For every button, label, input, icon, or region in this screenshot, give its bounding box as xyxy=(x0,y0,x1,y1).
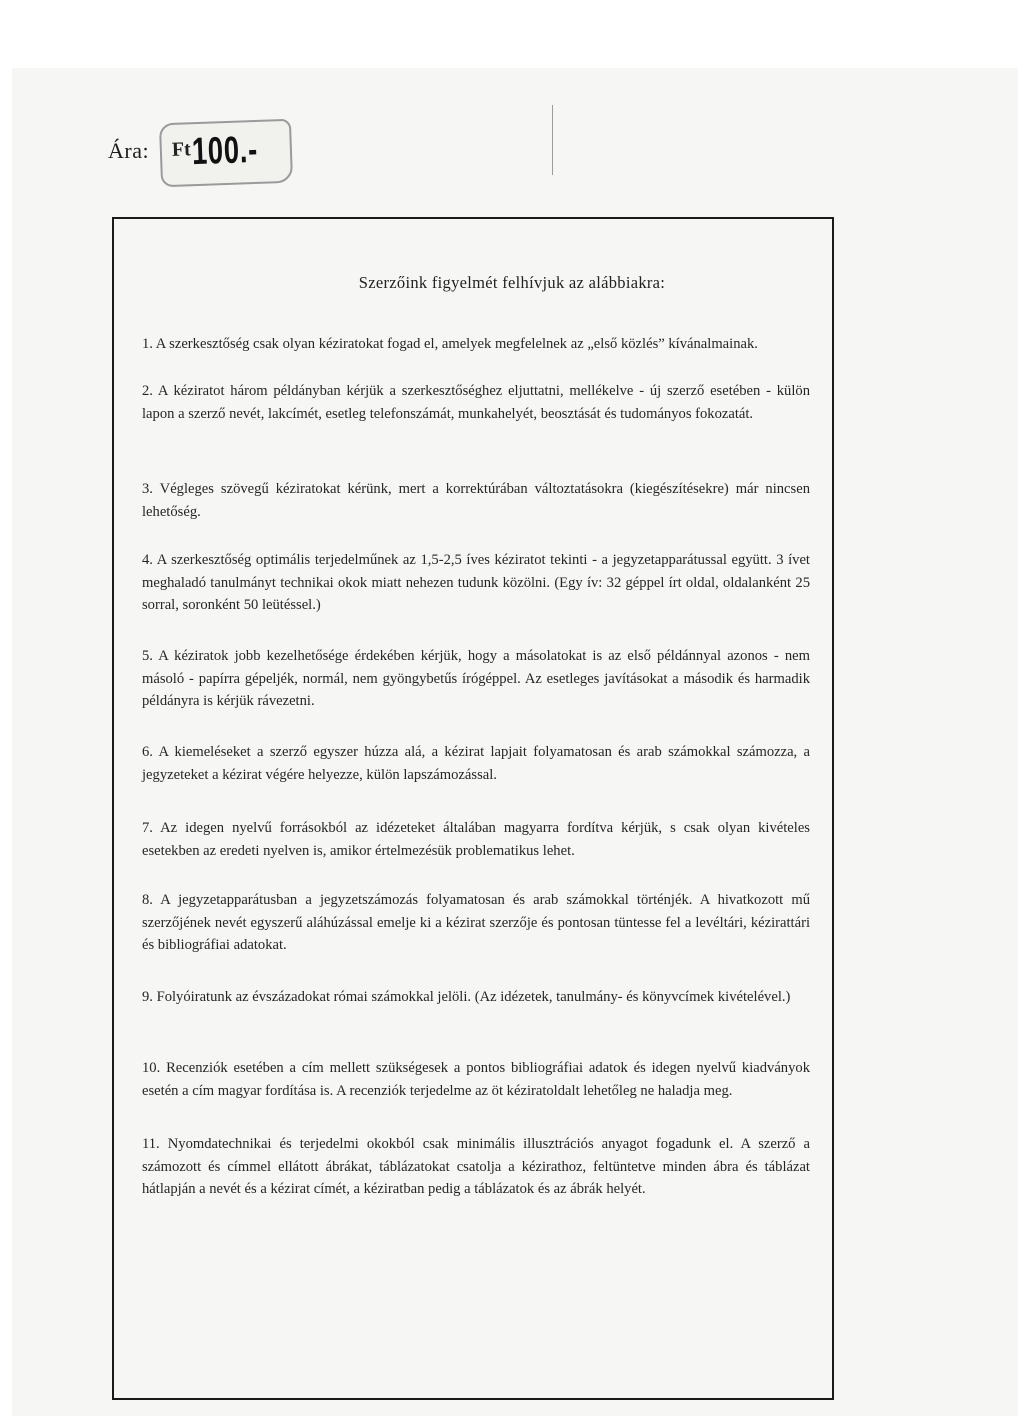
rule-11: 11. Nyomdatechnikai és terjedelmi okokból csak minimális illusztrációs anyagot fogadunk el. A szerző a számozott és címmel ellátott ábrákat, táblázatokat csatolja a kézirathoz, feltüntetve minden ábra és táblázat hátlapján a nevét és a kézirat címét, a kéziratban pedig a táblázatok és az ábrák helyét. xyxy=(142,1136,810,1197)
rule-2: 2. A kéziratot három példányban kérjük a szerkesztőséghez eljuttatni, mellékelve - új szerző esetében - külön lapon a szerző nevét, lakcímét, esetleg telefonszámát, munkahelyét, beosztását és tudományos fokozatát. xyxy=(142,383,810,422)
pencil-mark xyxy=(552,105,553,175)
rule-3: 3. Végleges szövegű kéziratokat kérünk, mert a korrektúrában változtatásokra (kiegészítésekre) már nincsen lehetőség. xyxy=(142,481,810,520)
rule-9: 9. Folyóiratunk az évszázadokat római számokkal jelöli. (Az idézetek, tanulmány- és könyvcímek kivételével.) xyxy=(142,989,791,1005)
rule-5: 5. A kéziratok jobb kezelhetősége érdekében kérjük, hogy a másolatokat is az első példánnyal azonos - nem másoló - papírra gépeljék, normál, nem gyöngybetűs írógéppel. Az esetleges javításokat a második és harmadik példányra is kérjük rávezetni. xyxy=(142,648,810,709)
price-stamp-value: 100.- xyxy=(191,128,259,174)
price-stamp xyxy=(159,119,293,188)
rule-7: 7. Az idegen nyelvű forrásokból az idézeteket általában magyarra fordítva kérjük, s csak olyan kivételes esetekben az eredeti nyelven is, amikor értelmezésük problematikus lehet. xyxy=(142,820,810,859)
rule-10: 10. Recenziók esetében a cím mellett szükségesek a pontos bibliográfiai adatok és idegen nyelvű kiadványok esetén a cím magyar fordítása is. A recenziók terjedelme az öt kéziratoldalt lehetőleg ne haladja meg. xyxy=(142,1060,810,1099)
price-label: Ára: xyxy=(108,138,150,163)
rule-8: 8. A jegyzetapparátusban a jegyzetszámozás folyamatosan és arab számokkal történjék. A hivatkozott mű szerzőjének nevét egyszerű aláhúzással emelje ki a kézirat szerzője és pontosan tüntesse fel a levéltári, kézirattári és bibliográfiai adatokat. xyxy=(142,892,810,953)
price-stamp-mark: Ft xyxy=(171,138,192,161)
rule-1: 1. A szerkesztőség csak olyan kéziratokat fogad el, amelyek megfelelnek az „első közlés” kívánalmainak. xyxy=(142,336,758,352)
rule-4: 4. A szerkesztőség optimális terjedelműnek az 1,5-2,5 íves kéziratot tekinti - a jegyzetapparátussal együtt. 3 ívet meghaladó tanulmányt technikai okok miatt nehezen tudunk közölni. (Egy ív: 32 géppel írt oldal, oldalanként 25 sorral, soronként 50 leütéssel.) xyxy=(142,552,810,613)
notice-title: Szerzőink figyelmét felhívjuk az alábbiakra: xyxy=(358,273,666,292)
rule-6: 6. A kiemeléseket a szerző egyszer húzza alá, a kézirat lapjait folyamatosan és arab számokkal számozza, a jegyzeteket a kézirat végére helyezze, külön lapszámozással. xyxy=(142,744,810,783)
